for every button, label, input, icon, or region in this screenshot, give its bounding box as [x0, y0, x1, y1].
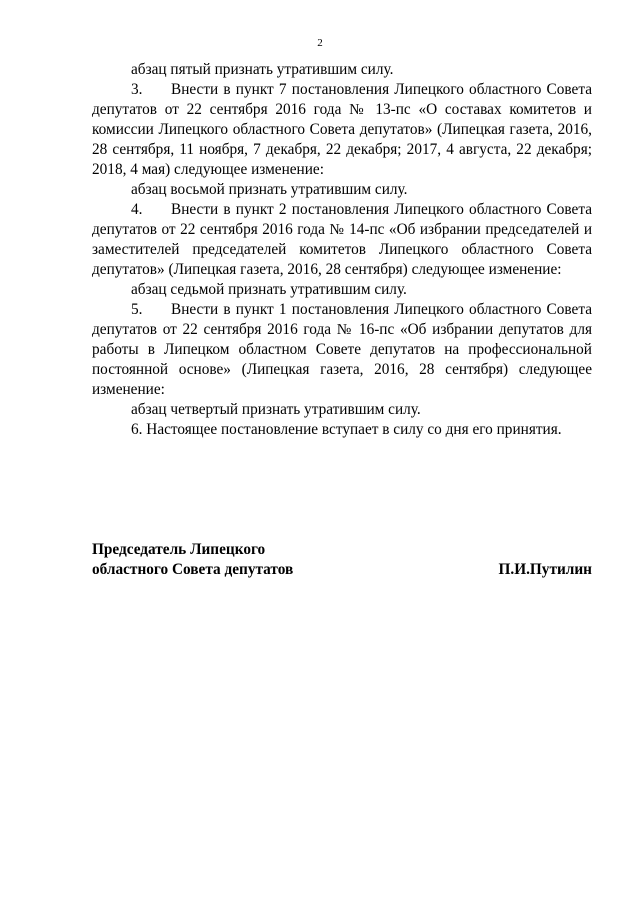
paragraph-abzac-7: абзац седьмой признать утратившим силу. [131, 281, 407, 298]
paragraph-abzac-4: абзац четвертый признать утратившим силу. [131, 401, 421, 418]
signature-block [92, 540, 592, 580]
signature-title-line1: Председатель Липецкого [92, 541, 266, 558]
item-text: Внести в пункт 7 постановления Липецкого областного Совета депутатов от 22 сентября 2016 года № 13-пс «О составах комитетов и комиссии Липецкого областного Совета депутатов» (Липецкая газета, 2016, 28 сентября, 11 ноября, 7 декабря, 22 декабря; 2017, 4 августа, 22 декабря; 2018, 4 мая) следующее изменение: [92, 81, 592, 178]
item-number: 3. [131, 81, 143, 98]
paragraph-abzac-8: абзац восьмой признать утратившим силу. [131, 181, 408, 198]
paragraph-item-5 [92, 300, 592, 400]
page-number: 2 [317, 37, 323, 49]
item-number: 4. [131, 201, 143, 218]
signatory-name: П.И.Путилин [498, 561, 592, 578]
signature-title-line2: областного Совета депутатов [92, 561, 294, 578]
paragraph-item-6: 6. Настоящее постановление вступает в силу со дня его принятия. [131, 421, 562, 438]
document-body [92, 60, 592, 440]
item-text: Внести в пункт 2 постановления Липецкого областного Совета депутатов от 22 сентября 2016 года № 14-пс «Об избрании председателей и заместителей председателей комитетов Липецкого областного Совета депутатов» (Липецкая газета, 2016, 28 сентября) следующее изменение: [92, 201, 592, 278]
paragraph-item-4 [92, 200, 592, 280]
paragraph-abzac-5: абзац пятый признать утратившим силу. [131, 61, 394, 78]
item-number: 5. [131, 301, 143, 318]
item-text: Внести в пункт 1 постановления Липецкого областного Совета депутатов от 22 сентября 2016 года № 16-пс «Об избрании депутатов для работы в Липецком областном Совете депутатов на профессиональной постоянной основе» (Липецкая газета, 2016, 28 сентября) следующее изменение: [92, 301, 592, 398]
paragraph-item-3 [92, 80, 592, 180]
